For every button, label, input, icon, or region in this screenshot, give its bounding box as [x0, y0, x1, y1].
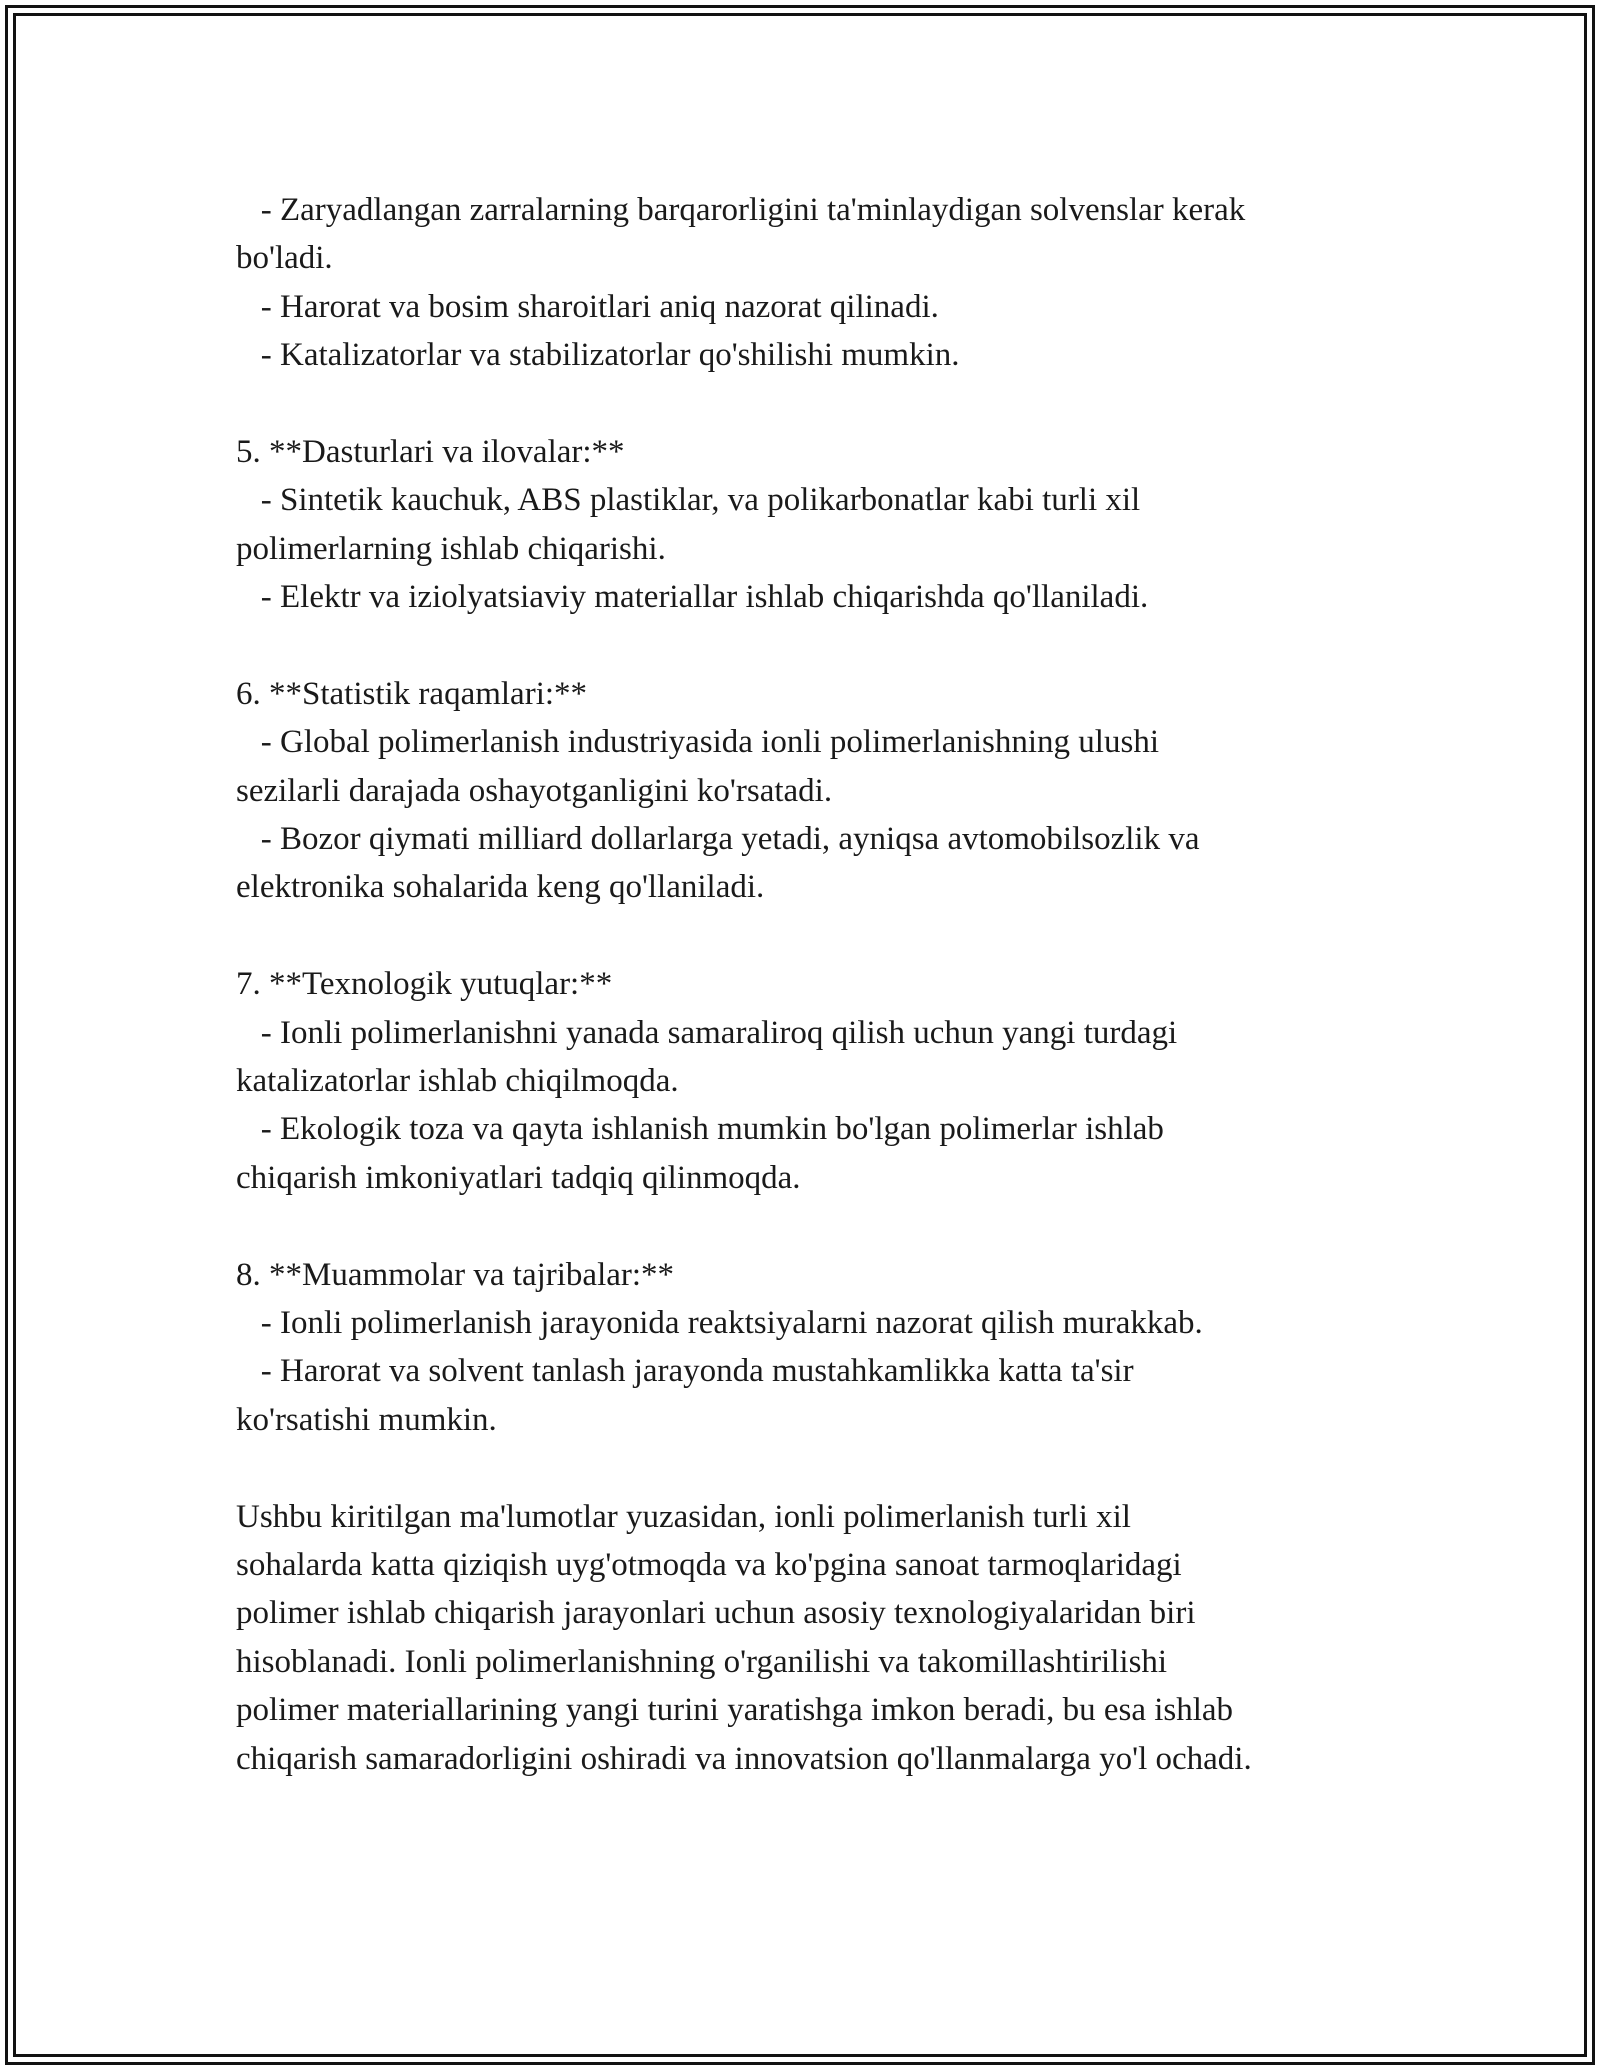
- section-7: [236, 960, 1416, 1202]
- text-line: sezilarli darajada oshayotganligini ko'rsatadi.: [236, 772, 833, 809]
- text-line: - Elektr va iziolyatsiaviy materiallar ishlab chiqarishda qo'llaniladi.: [236, 579, 1149, 616]
- text-line: - Sintetik kauchuk, ABS plastiklar, va polikarbonatlar kabi turli xil: [236, 482, 1141, 519]
- text-line: - Global polimerlanish industriyasida ionli polimerlanishning ulushi: [236, 724, 1159, 761]
- section-heading: 7. **Texnologik yutuqlar:**: [236, 966, 613, 1003]
- text-line: elektronika sohalarida keng qo'llaniladi.: [236, 869, 765, 906]
- text-line: - Ionli polimerlanishni yanada samaraliroq qilish uchun yangi turdagi: [236, 1014, 1178, 1051]
- text-line: - Bozor qiymati milliard dollarlarga yetadi, ayniqsa avtomobilsozlik va: [236, 821, 1200, 858]
- text-line: - Harorat va solvent tanlash jarayonda mustahkamlikka katta ta'sir: [236, 1353, 1134, 1390]
- text-line: chiqarish samaradorligini oshiradi va innovatsion qo'llanmalarga yo'l ochadi.: [236, 1740, 1252, 1777]
- paragraph-gap: [236, 1202, 1416, 1250]
- text-line: - Harorat va bosim sharoitlari aniq nazorat qilinadi.: [236, 288, 939, 325]
- text-line: Ushbu kiritilgan ma'lumotlar yuzasidan, ionli polimerlanish turli xil: [236, 1498, 1131, 1535]
- document-body: [236, 186, 1416, 1783]
- section-heading: 8. **Muammolar va tajribalar:**: [236, 1256, 675, 1293]
- text-line: chiqarish imkoniyatlari tadqiq qilinmoqda.: [236, 1159, 801, 1196]
- continued-list-block: [236, 186, 1416, 380]
- section-6: [236, 670, 1416, 912]
- section-heading: 6. **Statistik raqamlari:**: [236, 675, 588, 712]
- text-line: polimerlarning ishlab chiqarishi.: [236, 530, 666, 567]
- text-line: - Katalizatorlar va stabilizatorlar qo'shilishi mumkin.: [236, 337, 960, 374]
- text-line: - Zaryadlangan zarralarning barqarorligini ta'minlaydigan solvenslar kerak: [236, 192, 1246, 228]
- text-line: katalizatorlar ishlab chiqilmoqda.: [236, 1063, 679, 1100]
- section-heading: 5. **Dasturlari va ilovalar:**: [236, 433, 625, 470]
- paragraph-gap: [236, 380, 1416, 428]
- conclusion-paragraph: [236, 1493, 1416, 1783]
- section-8: [236, 1251, 1416, 1445]
- text-line: ko'rsatishi mumkin.: [236, 1401, 497, 1438]
- paragraph-gap: [236, 912, 1416, 960]
- section-5: [236, 428, 1416, 622]
- text-line: - Ionli polimerlanish jarayonida reaktsiyalarni nazorat qilish murakkab.: [236, 1304, 1203, 1341]
- text-line: hisoblanadi. Ionli polimerlanishning o'rganilishi va takomillashtirilishi: [236, 1643, 1168, 1680]
- text-line: polimer materiallarining yangi turini yaratishga imkon beradi, bu esa ishlab: [236, 1692, 1234, 1729]
- text-line: polimer ishlab chiqarish jarayonlari uchun asosiy texnologiyalaridan biri: [236, 1595, 1196, 1632]
- text-line: sohalarda katta qiziqish uyg'otmoqda va ko'pgina sanoat tarmoqlaridagi: [236, 1546, 1182, 1583]
- text-line: bo'ladi.: [236, 240, 333, 277]
- text-line: - Ekologik toza va qayta ishlanish mumkin bo'lgan polimerlar ishlab: [236, 1111, 1164, 1148]
- paragraph-gap: [236, 622, 1416, 670]
- paragraph-gap: [236, 1444, 1416, 1492]
